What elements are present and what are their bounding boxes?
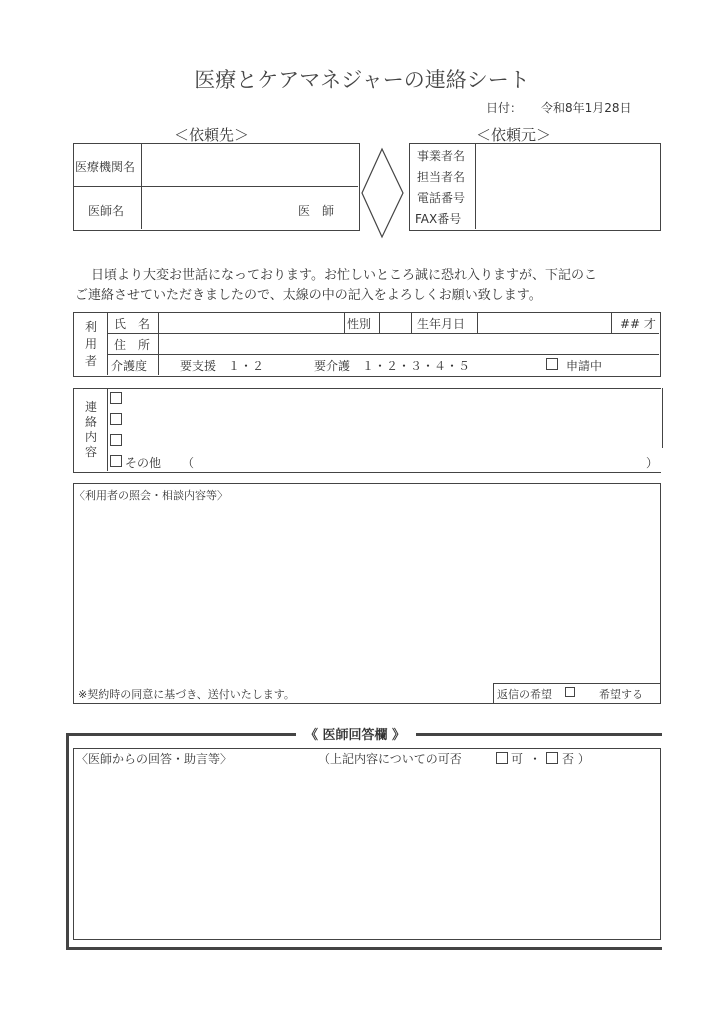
inquiry-box: [73, 483, 661, 704]
contact-checkbox-1[interactable]: [110, 392, 122, 404]
doctor-reply-rule-side: [66, 733, 69, 949]
user-section-label: 利 用 者: [85, 320, 98, 368]
recipient-heading: ＜依頼先＞: [174, 126, 250, 144]
page-title: 医療とケアマネジャーの連絡シート: [194, 68, 530, 92]
sender-company-label: 事業者名: [417, 149, 466, 163]
applying-label: 申請中: [566, 359, 603, 373]
contact-content-box: [73, 388, 661, 473]
reply-label: 返信の希望: [497, 688, 552, 701]
user-birth-label: 生年月日: [417, 317, 466, 331]
approval-question: （上記内容についての可否: [318, 752, 462, 766]
approval-separator: ・: [529, 752, 542, 766]
intro-line-2: ご連絡させていただきましたので、太線の中の記入をよろしくお願い致します。: [75, 288, 542, 303]
doctor-suffix: 医 師: [298, 204, 335, 218]
reply-checkbox[interactable]: [565, 687, 575, 697]
user-address-label: 住 所: [114, 338, 151, 352]
doctor-label: 医師名: [88, 204, 125, 218]
support-levels: １・２: [228, 359, 265, 373]
contact-other-label: その他: [125, 456, 162, 470]
contact-checkbox-3[interactable]: [110, 434, 122, 446]
contact-checkbox-2[interactable]: [110, 413, 122, 425]
care-levels: １・２・３・４・５: [362, 359, 471, 373]
exchange-diamond-icon: [360, 147, 406, 239]
approve-checkbox[interactable]: [496, 752, 508, 764]
doctor-reply-rule-right: [416, 733, 662, 736]
user-gender-label: 性別: [347, 317, 372, 331]
user-age-value: ## 才: [620, 317, 656, 331]
deny-label: 否 ）: [562, 752, 590, 766]
date-value: 令和8年1月28日: [541, 101, 632, 115]
care-level-label: 要介護: [314, 359, 351, 373]
user-name-label: 氏 名: [114, 317, 151, 331]
sender-fax-label: FAX番号: [415, 212, 462, 226]
reply-option: 希望する: [599, 688, 643, 701]
doctor-reply-rule-left: [66, 733, 296, 736]
user-info-table: [73, 312, 661, 377]
recipient-box: [73, 143, 360, 231]
inquiry-heading: 〈利用者の照会・相談内容等〉: [74, 489, 228, 502]
consent-note: ※契約時の同意に基づき、送付いたします。: [78, 688, 295, 701]
user-care-label: 介護度: [111, 359, 148, 373]
institution-label: 医療機関名: [75, 160, 136, 174]
doctor-reply-rule-bottom: [66, 947, 662, 950]
sender-box: [409, 143, 661, 231]
date-label: 日付：: [486, 101, 523, 115]
reply-request-cell: [493, 683, 661, 703]
sender-phone-label: 電話番号: [417, 191, 466, 205]
contact-checkbox-other[interactable]: [110, 455, 122, 467]
institution-field[interactable]: [144, 158, 354, 174]
doctor-answer-label: 〈医師からの回答・助言等〉: [76, 752, 233, 766]
contact-paren-close: ）: [646, 456, 659, 470]
contact-section-label: 連 絡 内 容: [85, 400, 98, 459]
intro-line-1: 日頃より大変お世話になっております。お忙しいところ誠に恐れ入りますが、下記のこ: [91, 268, 597, 283]
support-label: 要支援: [180, 359, 217, 373]
deny-checkbox[interactable]: [546, 752, 558, 764]
sender-heading: ＜依頼元＞: [476, 126, 552, 144]
approve-label: 可: [511, 752, 524, 766]
doctor-reply-box: [73, 748, 661, 940]
contact-paren-open: （: [182, 456, 195, 470]
sender-staff-label: 担当者名: [417, 170, 466, 184]
doctor-reply-heading: 《 医師回答欄 》: [305, 728, 406, 743]
applying-checkbox[interactable]: [546, 358, 558, 370]
